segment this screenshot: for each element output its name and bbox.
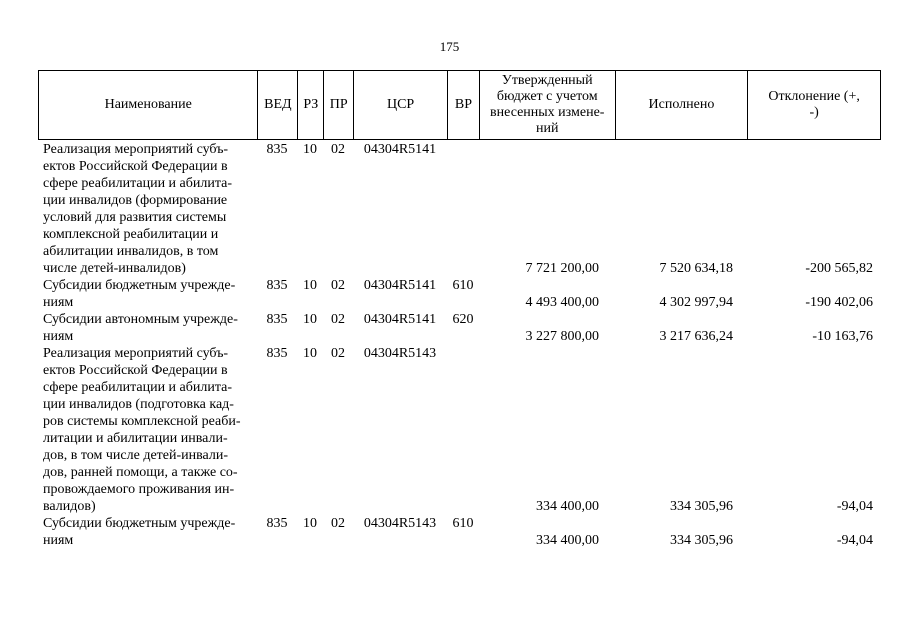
row-approved-value: 3 227 800,00 (525, 329, 599, 344)
table-row (38, 515, 881, 549)
row-csr: 04304R5143 (363, 516, 437, 531)
header-pr: ПР (323, 71, 353, 139)
row-executed-value: 4 302 997,94 (659, 295, 733, 310)
row-csr: 04304R5141 (363, 278, 437, 293)
row-executed (615, 515, 748, 549)
row-deviation-value: -10 163,76 (812, 329, 873, 344)
row-vr: 610 (452, 278, 474, 293)
row-csr: 04304R5143 (363, 346, 437, 361)
row-deviation (748, 141, 881, 277)
header-approved (479, 71, 615, 139)
row-ved: 835 (266, 312, 288, 327)
row-name-line: ниям (43, 533, 74, 548)
header-csr: ЦСР (353, 71, 447, 139)
row-name (38, 277, 257, 311)
row-name-line: абилитации инвалидов, в том (43, 244, 219, 259)
table-row (38, 277, 881, 311)
row-name-line: валидов) (43, 499, 96, 514)
row-name (38, 141, 257, 277)
header-approved-text: Утвержденный бюджет с учетом внесенных измене-ний (490, 73, 605, 136)
row-executed-value: 334 305,96 (670, 499, 733, 514)
row-name-line: сфере реабилитации и абилита- (43, 380, 233, 395)
header-rz: РЗ (297, 71, 323, 139)
row-rz: 10 (303, 278, 317, 293)
row-executed-value: 7 520 634,18 (659, 261, 733, 276)
row-approved (479, 345, 615, 515)
row-name-line: Реализация мероприятий субъ- (43, 346, 229, 361)
row-executed-value: 334 305,96 (670, 533, 733, 548)
row-approved (479, 277, 615, 311)
row-deviation (748, 277, 881, 311)
row-name-line: литации и абилитации инвали- (43, 431, 228, 446)
row-ved: 835 (266, 142, 288, 157)
row-name-line: ниям (43, 295, 74, 310)
header-ved: ВЕД (257, 71, 297, 139)
row-name-line: комплексной реабилитации и (43, 227, 219, 242)
row-csr: 04304R5141 (363, 312, 437, 327)
row-name-line: ниям (43, 329, 74, 344)
row-name-line: Субсидии бюджетным учрежде- (43, 278, 236, 293)
row-pr: 02 (331, 516, 345, 531)
header-vr: ВР (447, 71, 479, 139)
row-ved: 835 (266, 278, 288, 293)
row-deviation-value: -94,04 (836, 533, 873, 548)
table-body (38, 141, 881, 549)
row-deviation (748, 345, 881, 515)
row-name-line: сфере реабилитации и абилита- (43, 176, 233, 191)
page-number: 175 (439, 39, 460, 54)
row-approved-value: 4 493 400,00 (525, 295, 599, 310)
row-name-line: дов, в том числе детей-инвали- (43, 448, 229, 463)
row-approved-value: 334 400,00 (536, 499, 599, 514)
row-csr: 04304R5141 (363, 142, 437, 157)
row-name-line: ектов Российской Федерации в (43, 363, 228, 378)
header-executed: Исполнено (615, 71, 748, 139)
row-vr: 620 (452, 312, 474, 327)
row-pr: 02 (331, 142, 345, 157)
table-row (38, 345, 881, 515)
row-deviation (748, 311, 881, 345)
row-approved-value: 334 400,00 (536, 533, 599, 548)
row-name-line: ции инвалидов (формирование (43, 193, 228, 208)
row-executed (615, 277, 748, 311)
row-name-line: Субсидии автономным учрежде- (43, 312, 238, 327)
row-name (38, 515, 257, 549)
row-name-line: ектов Российской Федерации в (43, 159, 228, 174)
row-name-line: Субсидии бюджетным учрежде- (43, 516, 236, 531)
row-approved (479, 515, 615, 549)
row-deviation (748, 515, 881, 549)
row-name-line: ции инвалидов (подготовка кад- (43, 397, 234, 412)
row-approved (479, 141, 615, 277)
row-rz: 10 (303, 312, 317, 327)
row-rz: 10 (303, 346, 317, 361)
row-name-line: провождаемого проживания ин- (43, 482, 235, 497)
row-ved: 835 (266, 516, 288, 531)
row-name-line: условий для развития системы (43, 210, 227, 225)
row-approved-value: 7 721 200,00 (525, 261, 599, 276)
row-vr: 610 (452, 516, 474, 531)
row-rz: 10 (303, 142, 317, 157)
row-vr (447, 141, 479, 277)
row-name-line: числе детей-инвалидов) (43, 261, 186, 276)
row-deviation-value: -190 402,06 (805, 295, 873, 310)
row-vr (447, 345, 479, 515)
header-deviation (747, 71, 880, 139)
row-deviation-value: -200 565,82 (805, 261, 873, 276)
row-name (38, 345, 257, 515)
row-executed-value: 3 217 636,24 (659, 329, 733, 344)
row-name-line: дов, ранней помощи, а также со- (43, 465, 238, 480)
row-approved (479, 311, 615, 345)
row-deviation-value: -94,04 (836, 499, 873, 514)
row-ved: 835 (266, 346, 288, 361)
row-name (38, 311, 257, 345)
row-name-line: ров системы комплексной реаби- (43, 414, 241, 429)
table-header (38, 70, 881, 140)
row-name-line: Реализация мероприятий субъ- (43, 142, 229, 157)
row-pr: 02 (331, 346, 345, 361)
table-row (38, 311, 881, 345)
header-deviation-text: Отклонение (+, -) (768, 89, 860, 120)
row-executed (615, 311, 748, 345)
header-name: Наименование (104, 97, 192, 112)
table-row (38, 141, 881, 277)
row-rz: 10 (303, 516, 317, 531)
row-pr: 02 (331, 278, 345, 293)
row-executed (615, 345, 748, 515)
row-pr: 02 (331, 312, 345, 327)
row-executed (615, 141, 748, 277)
